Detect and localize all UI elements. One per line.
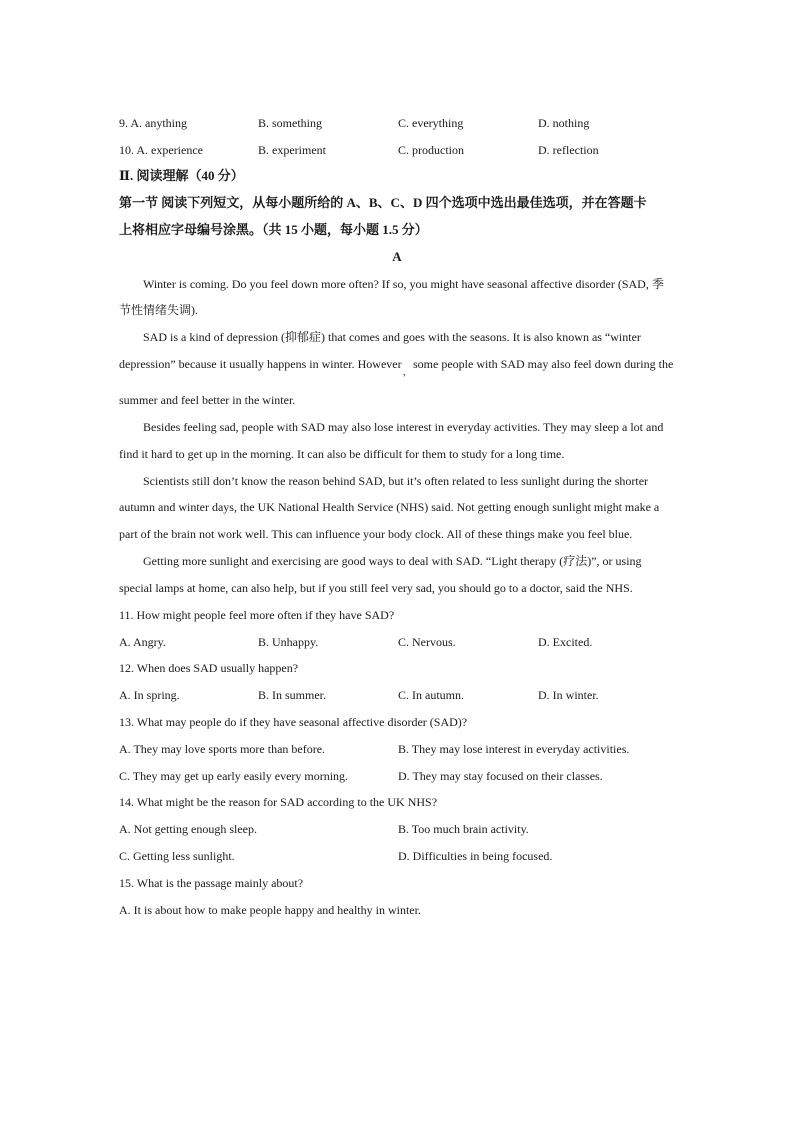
passage-p4-line2: autumn and winter days, the UK National Health Service (NHS) said. Not getting enough sunlight might make a <box>119 500 660 514</box>
passage-p5-line1: Getting more sunlight and exercising are good ways to deal with SAD. “Light therapy (疗法)”, or using <box>143 554 642 568</box>
passage-p2-line2a: depression” because it usually happens in winter. However <box>119 357 402 371</box>
q13-option-d: D. They may stay focused on their classes. <box>398 769 603 783</box>
q11-option-b: B. Unhappy. <box>258 635 319 649</box>
passage-p2-comma: , <box>403 367 406 378</box>
q14-option-d: D. Difficulties in being focused. <box>398 849 553 863</box>
q9-option-a: 9. A. anything <box>119 116 187 130</box>
passage-p2-line2b: some people with SAD may also feel down during the <box>413 357 674 371</box>
q12-option-b: B. In summer. <box>258 688 326 702</box>
passage-p1-line2: 节性情绪失调). <box>119 303 198 317</box>
q12-stem: 12. When does SAD usually happen? <box>119 661 299 675</box>
passage-p3-line2: find it hard to get up in the morning. It can also be difficult for them to study for a long time. <box>119 447 565 461</box>
section-heading: Ⅱ. 阅读理解（40 分） <box>119 168 244 183</box>
section-instruction-line2: 上将相应字母编号涂黑。（共 15 小题，每小题 1.5 分） <box>119 222 428 237</box>
q11-option-c: C. Nervous. <box>398 635 456 649</box>
passage-label: A <box>392 249 402 264</box>
q11-option-a: A. Angry. <box>119 635 166 649</box>
q14-stem: 14. What might be the reason for SAD according to the UK NHS? <box>119 795 438 809</box>
q11-stem: 11. How might people feel more often if they have SAD? <box>119 608 395 622</box>
passage-p2-line3: summer and feel better in the winter. <box>119 393 296 407</box>
passage-p3-line1: Besides feeling sad, people with SAD may also lose interest in everyday activities. They may sleep a lot and <box>143 420 664 434</box>
q13-option-c: C. They may get up early easily every morning. <box>119 769 349 783</box>
passage-p4-line1: Scientists still don’t know the reason behind SAD, but it’s often related to less sunlight during the shorter <box>143 474 649 488</box>
q10-option-d: D. reflection <box>538 143 599 157</box>
q11-option-d: D. Excited. <box>538 635 593 649</box>
q14-option-b: B. Too much brain activity. <box>398 822 529 836</box>
q14-option-c: C. Getting less sunlight. <box>119 849 235 863</box>
q12-option-a: A. In spring. <box>119 688 180 702</box>
passage-p5-line2: special lamps at home, can also help, but if you still feel very sad, you should go to a doctor, said the NHS. <box>119 581 633 595</box>
q9-option-b: B. something <box>258 116 323 130</box>
q13-option-a: A. They may love sports more than before. <box>119 742 326 756</box>
passage-p4-line3: part of the brain not work well. This can influence your body clock. All of these things make you feel blue. <box>119 527 633 541</box>
passage-p2-line1: SAD is a kind of depression (抑郁症) that comes and goes with the seasons. It is also known as “winter <box>143 330 641 344</box>
q10-option-a: 10. A. experience <box>119 143 203 157</box>
q9-option-c: C. everything <box>398 116 464 130</box>
q15-stem: 15. What is the passage mainly about? <box>119 876 304 890</box>
section-instruction-line1: 第一节 阅读下列短文，从每小题所给的 A、B、C、D 四个选项中选出最佳选项，并在答题卡 <box>119 195 647 210</box>
q14-option-a: A. Not getting enough sleep. <box>119 822 257 836</box>
q9-option-d: D. nothing <box>538 116 590 130</box>
q15-option-a: A. It is about how to make people happy and healthy in winter. <box>119 903 421 917</box>
q12-option-d: D. In winter. <box>538 688 599 702</box>
q10-option-b: B. experiment <box>258 143 326 157</box>
q13-option-b: B. They may lose interest in everyday activities. <box>398 742 630 756</box>
q12-option-c: C. In autumn. <box>398 688 464 702</box>
q13-stem: 13. What may people do if they have seasonal affective disorder (SAD)? <box>119 715 468 729</box>
q10-option-c: C. production <box>398 143 464 157</box>
passage-p1-line1: Winter is coming. Do you feel down more often? If so, you might have seasonal affective disorder (SAD, 季 <box>143 277 664 291</box>
